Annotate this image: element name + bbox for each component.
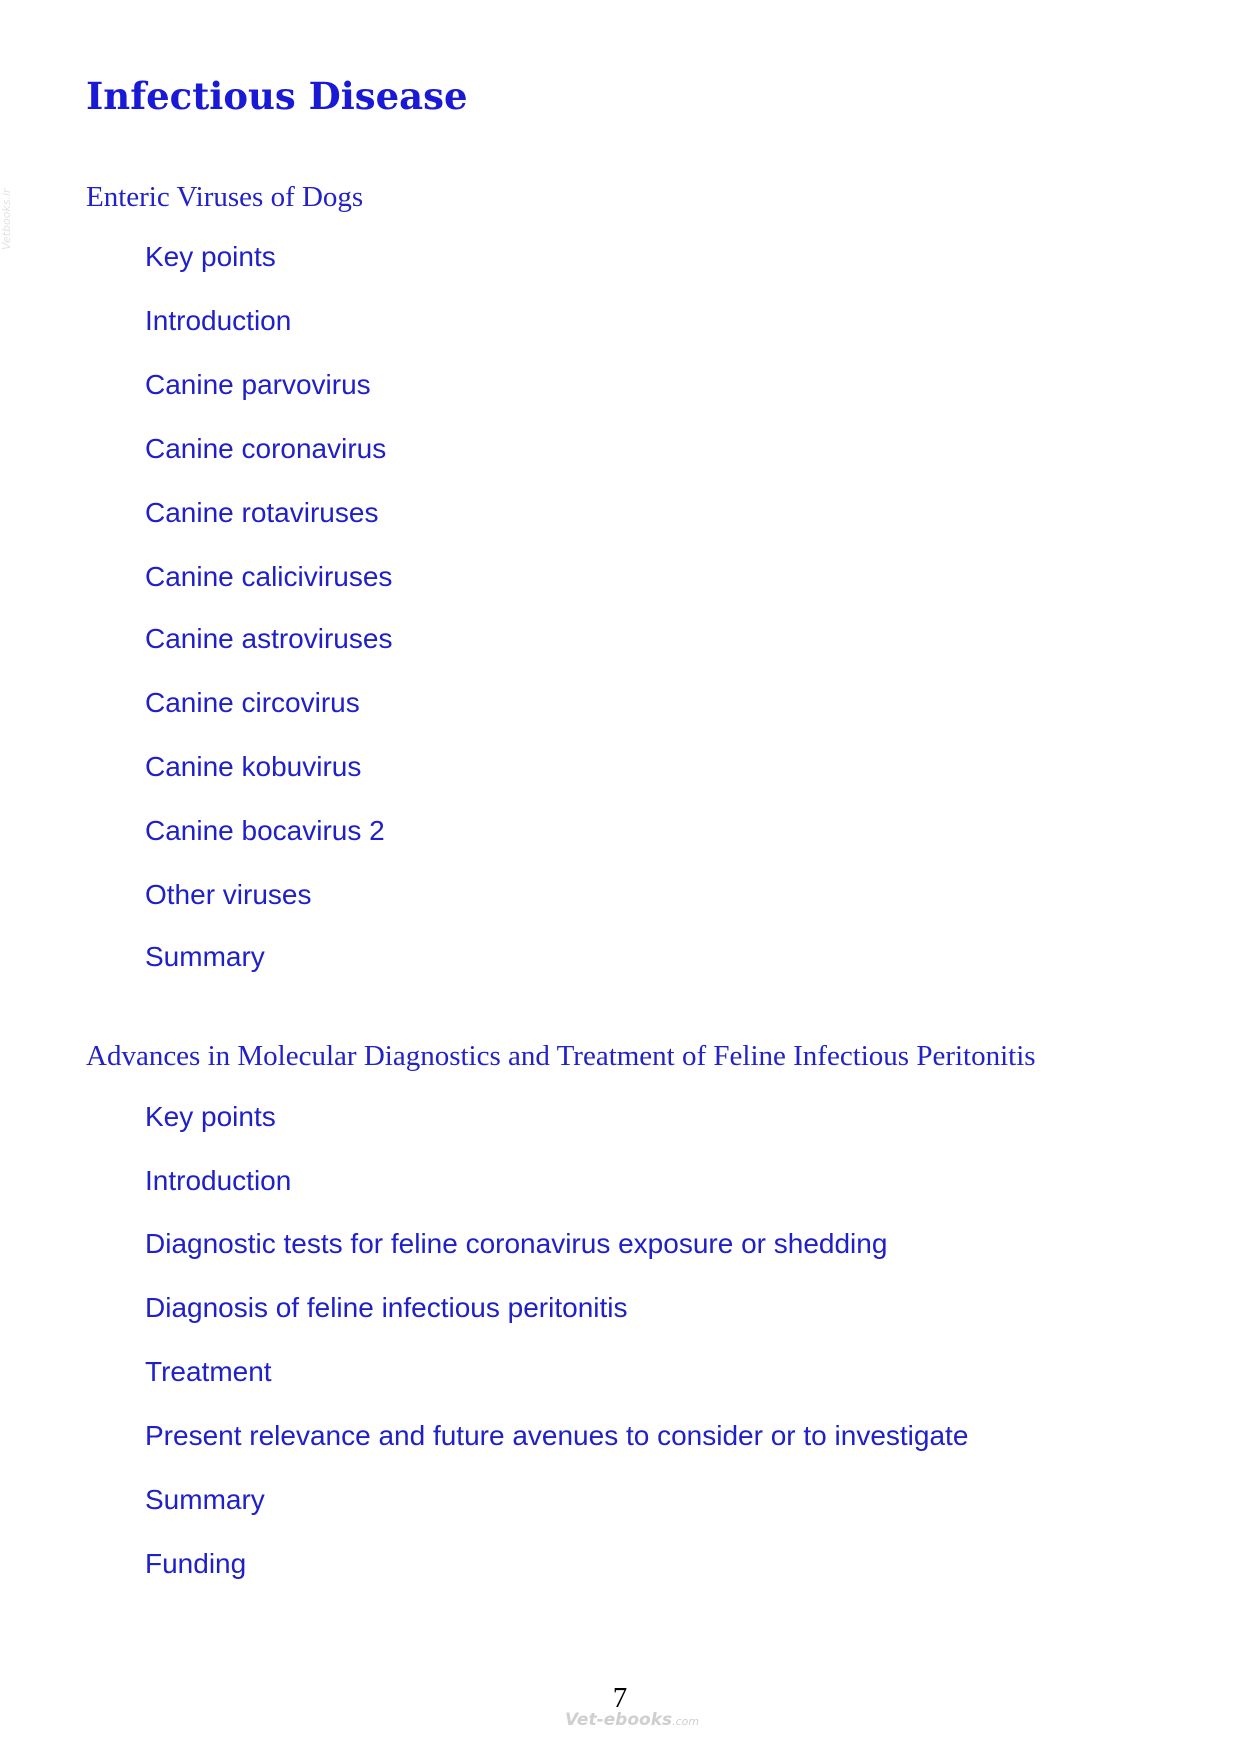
logo-suffix-text: .com — [672, 1715, 700, 1728]
toc-entry[interactable]: Canine circovirus — [145, 687, 360, 718]
toc-entry[interactable]: Diagnosis of feline infectious peritonitis — [145, 1292, 628, 1323]
toc-entry[interactable]: Summary — [145, 1484, 265, 1515]
page-title: Infectious Disease — [86, 74, 468, 118]
toc-entry[interactable]: Canine bocavirus 2 — [145, 815, 385, 846]
toc-entry[interactable]: Treatment — [145, 1356, 272, 1387]
toc-entry[interactable]: Summary — [145, 941, 265, 972]
toc-entry[interactable]: Funding — [145, 1548, 247, 1579]
toc-entry[interactable]: Key points — [145, 1101, 276, 1132]
toc-entry[interactable]: Canine coronavirus — [145, 433, 387, 464]
toc-chapter-feline-infectious-peritonitis[interactable]: Advances in Molecular Diagnostics and Treatment of Feline Infectious Peritonitis — [86, 1040, 1036, 1072]
toc-entry[interactable]: Introduction — [145, 305, 292, 336]
page-number: 7 — [612, 1682, 628, 1714]
toc-entry[interactable]: Other viruses — [145, 879, 312, 910]
toc-entry[interactable]: Present relevance and future avenues to consider or to investigate — [145, 1420, 969, 1451]
footer-watermark-logo — [565, 1710, 699, 1730]
logo-main-text: Vet-ebooks — [565, 1710, 673, 1730]
toc-entry[interactable]: Canine caliciviruses — [145, 561, 393, 592]
toc-entry[interactable]: Introduction — [145, 1165, 292, 1196]
toc-entry[interactable]: Canine astroviruses — [145, 623, 393, 654]
side-watermark: Vetbooks.ir — [0, 188, 13, 250]
toc-entry[interactable]: Diagnostic tests for feline coronavirus exposure or shedding — [145, 1228, 888, 1259]
toc-entry[interactable]: Canine parvovirus — [145, 369, 371, 400]
toc-entry[interactable]: Key points — [145, 241, 276, 272]
toc-entry[interactable]: Canine rotaviruses — [145, 497, 379, 528]
toc-entry[interactable]: Canine kobuvirus — [145, 751, 362, 782]
toc-chapter-enteric-viruses[interactable]: Enteric Viruses of Dogs — [86, 181, 364, 213]
